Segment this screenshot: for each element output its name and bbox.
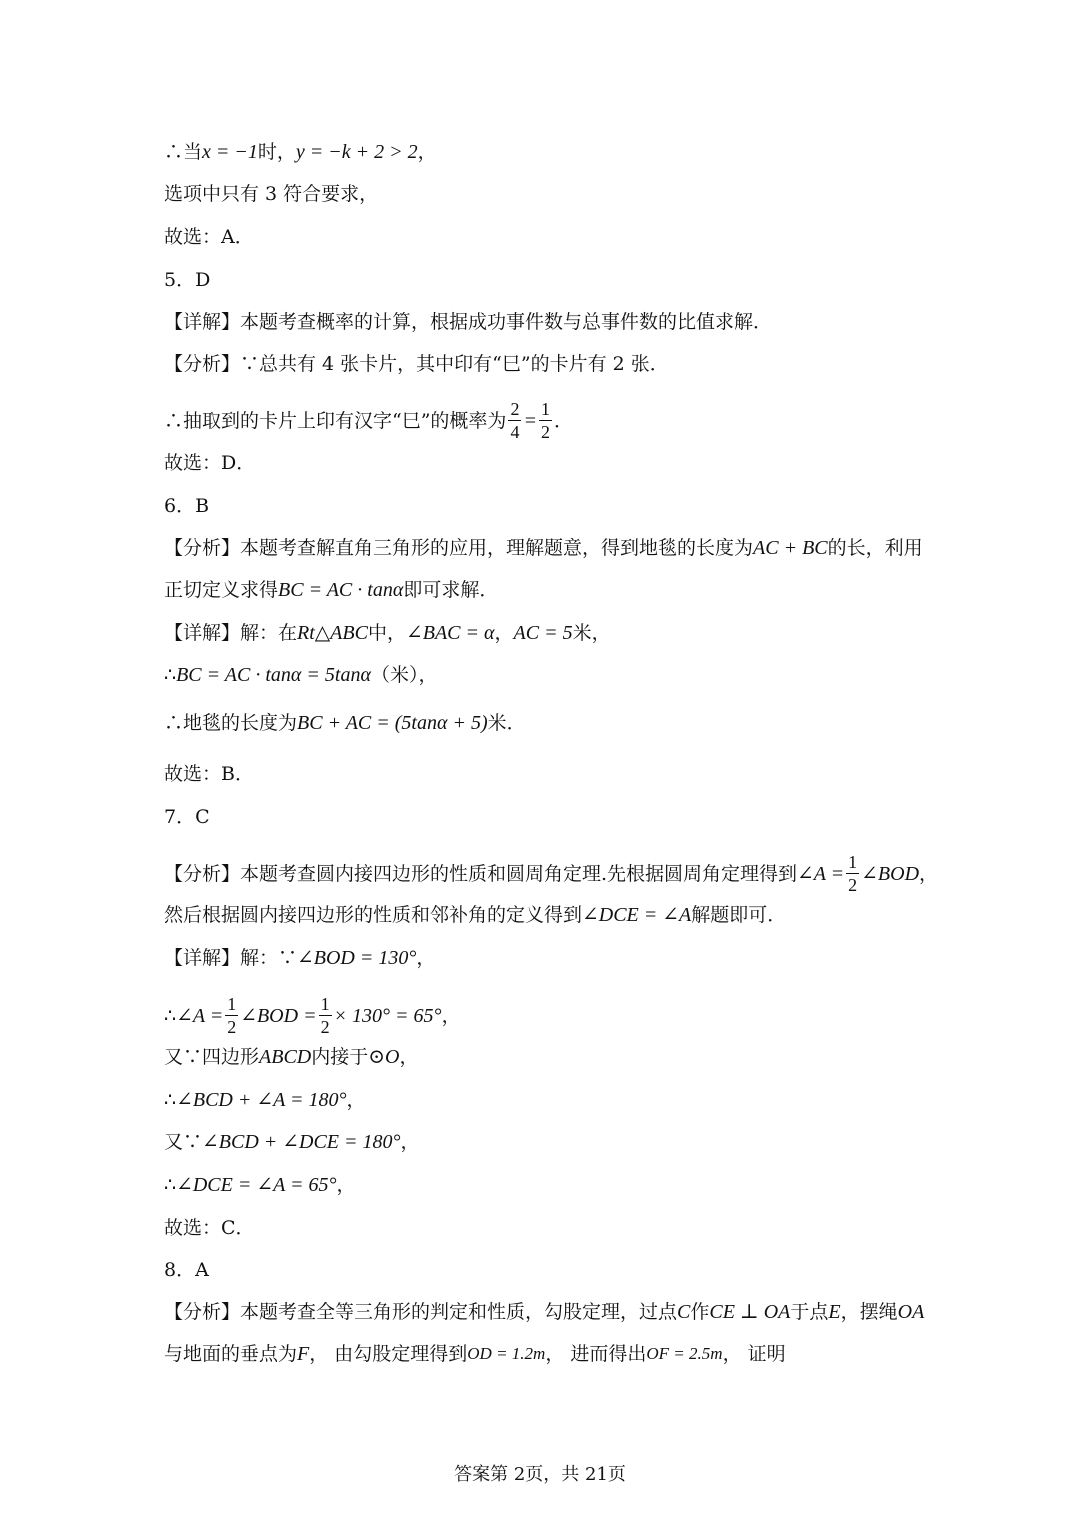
- math-expression: ∠BOD =: [240, 1004, 317, 1027]
- math-expression: BC = AC · tanα = 5tanα: [176, 664, 371, 686]
- text-line: [164, 182, 930, 206]
- line-text: ，: [416, 947, 436, 969]
- line-text: ∴地毯的长度为: [164, 712, 298, 734]
- math-expression: F: [297, 1343, 310, 1365]
- line-text: ∴当: [164, 141, 203, 163]
- line-text: ， 由勾股定理得到: [309, 1343, 468, 1365]
- text-line: [164, 1130, 930, 1154]
- line-text: 的长，利用: [827, 537, 923, 559]
- line-text: 【分析】本题考查解直角三角形的应用，理解题意，得到地毯的长度为: [164, 537, 754, 559]
- math-expression: C: [677, 1301, 691, 1323]
- fraction: [225, 995, 238, 1036]
- text-line: [164, 1216, 930, 1240]
- line-text: ，: [336, 1174, 356, 1196]
- fraction-numerator: 2: [510, 399, 520, 419]
- line-text: 内接于: [311, 1046, 369, 1068]
- text-line: [164, 352, 930, 376]
- line-text: 时，: [257, 141, 296, 163]
- text-line: [164, 711, 930, 735]
- text-line: [164, 536, 930, 560]
- question-number: [164, 1258, 930, 1282]
- line-text: 故选：B．: [164, 763, 254, 785]
- line-text: ，: [399, 1046, 419, 1068]
- fraction-numerator: 1: [227, 994, 237, 1014]
- line-text: 于点: [790, 1301, 829, 1323]
- fraction-numerator: 1: [848, 852, 858, 872]
- line-text: 【分析】∵总共有 4 张卡片，其中印有“巳”的卡片有 2 张．: [164, 353, 669, 375]
- line-text: 【分析】本题考查全等三角形的判定和性质，勾股定理，过点: [164, 1301, 678, 1323]
- line-text: ，: [346, 1089, 366, 1111]
- text-line: [164, 1045, 930, 1069]
- line-text: ， 证明: [722, 1343, 786, 1365]
- math-expression: OF = 2.5m: [646, 1344, 723, 1363]
- math-expression: ∠BAC = α: [405, 622, 495, 644]
- text-line: [164, 310, 930, 334]
- line-text: ．: [553, 409, 573, 432]
- text-line: [164, 140, 930, 164]
- line-text: 即可求解．: [403, 579, 499, 601]
- line-text: 又∵: [164, 1131, 203, 1153]
- fraction-numerator: 1: [320, 994, 330, 1014]
- line-text: 又∵四边形: [164, 1046, 260, 1068]
- math-expression: x = −1: [202, 141, 258, 163]
- text-line: [164, 1173, 930, 1197]
- line-text: ∴: [164, 664, 177, 686]
- math-expression: ∠BOD = 130°: [297, 947, 417, 969]
- line-text: 选项中只有 3 符合要求，: [164, 183, 379, 205]
- fraction: [539, 400, 552, 441]
- math-expression: ∠DCE = ∠A = 65°: [176, 1174, 337, 1196]
- question-number: [164, 805, 930, 829]
- text-line: [164, 903, 930, 927]
- fraction-denominator: 2: [320, 1017, 330, 1037]
- text-line: [164, 578, 930, 602]
- line-text: ，摆绳: [840, 1301, 898, 1323]
- line-text: 中，: [367, 622, 406, 644]
- line-text: ∴: [164, 1004, 177, 1027]
- text-line: [164, 1342, 930, 1366]
- text-line: [164, 621, 930, 645]
- page-footer: 答案第 2页，共 21页: [454, 1464, 626, 1485]
- line-text: 故选：D．: [164, 452, 256, 474]
- text-line: [164, 1300, 930, 1324]
- math-expression: ∠DCE = ∠A: [582, 904, 692, 926]
- math-expression: ABCD: [259, 1046, 312, 1068]
- math-expression: BC = AC · tanα: [278, 579, 404, 601]
- line-text: ∴: [164, 1089, 177, 1111]
- line-text: 米，: [572, 622, 611, 644]
- line-text: 6．B: [164, 495, 210, 517]
- line-text: ， 进而得出: [545, 1343, 647, 1365]
- text-line: [164, 762, 930, 786]
- fraction: [846, 853, 859, 894]
- fraction: [319, 995, 332, 1036]
- text-line: [164, 400, 930, 441]
- text-line: [164, 1088, 930, 1112]
- math-expression: ∠BCD + ∠DCE = 180°: [202, 1131, 401, 1153]
- line-text: 故选：A．: [164, 226, 254, 248]
- text-line: [164, 225, 930, 249]
- line-text: 与地面的垂点为: [164, 1343, 298, 1365]
- line-text: 故选：C．: [164, 1217, 255, 1239]
- line-text: 5．D: [164, 269, 211, 291]
- line-text: 【详解】解：在: [164, 622, 298, 644]
- line-text: ∴抽取到的卡片上印有汉字“巳”的概率为: [164, 409, 507, 432]
- text-line: [164, 995, 930, 1036]
- fraction-denominator: 2: [848, 875, 858, 895]
- math-expression: × 130° = 65°: [333, 1004, 442, 1027]
- line-text: ，: [494, 622, 514, 644]
- line-text: ，: [919, 862, 939, 885]
- math-expression: ∠BOD: [861, 862, 920, 885]
- fraction: [508, 400, 521, 441]
- math-expression: AC = 5: [513, 622, 573, 644]
- fraction-denominator: 2: [540, 422, 550, 442]
- math-expression: E: [828, 1301, 841, 1323]
- question-number: [164, 268, 930, 292]
- math-expression: ∠A =: [176, 1004, 224, 1027]
- fraction-numerator: 1: [540, 399, 550, 419]
- math-expression: y = −k + 2 > 2: [295, 141, 418, 163]
- line-text: 7．C: [164, 806, 210, 828]
- math-expression: BC + AC = (5tanα + 5): [297, 712, 488, 734]
- line-text: ∴: [164, 1174, 177, 1196]
- math-expression: ∠BCD + ∠A = 180°: [176, 1089, 347, 1111]
- text-line: [164, 946, 930, 970]
- math-expression: ∠A =: [797, 862, 845, 885]
- math-expression: ⊙O: [368, 1046, 400, 1068]
- fraction-denominator: 4: [510, 422, 520, 442]
- line-text: ，: [400, 1131, 420, 1153]
- line-text: 解题即可．: [691, 904, 787, 926]
- text-line: [164, 451, 930, 475]
- line-text: 米．: [487, 712, 526, 734]
- math-expression: =: [523, 409, 537, 432]
- line-text: 【分析】本题考查圆内接四边形的性质和圆周角定理.先根据圆周角定理得到: [164, 862, 798, 885]
- math-expression: Rt△ABC: [297, 622, 368, 644]
- line-text: 【详解】解：∵: [164, 947, 298, 969]
- text-line: [164, 663, 930, 687]
- question-number: [164, 494, 930, 518]
- line-text: 然后根据圆内接四边形的性质和邻补角的定义得到: [164, 904, 583, 926]
- line-text: ，: [417, 141, 437, 163]
- math-expression: OA: [897, 1301, 925, 1323]
- fraction-denominator: 2: [227, 1017, 237, 1037]
- line-text: 8．A: [164, 1259, 209, 1281]
- line-text: ，: [441, 1004, 461, 1027]
- math-expression: OD = 1.2m: [467, 1344, 546, 1363]
- math-expression: CE ⊥ OA: [709, 1301, 791, 1323]
- math-expression: AC + BC: [753, 537, 828, 559]
- line-text: 正切定义求得: [164, 579, 279, 601]
- line-text: 作: [690, 1301, 710, 1323]
- text-line: [164, 852, 939, 895]
- line-text: （米），: [370, 664, 438, 686]
- line-text: 【详解】本题考查概率的计算，根据成功事件数与总事件数的比值求解．: [164, 311, 773, 333]
